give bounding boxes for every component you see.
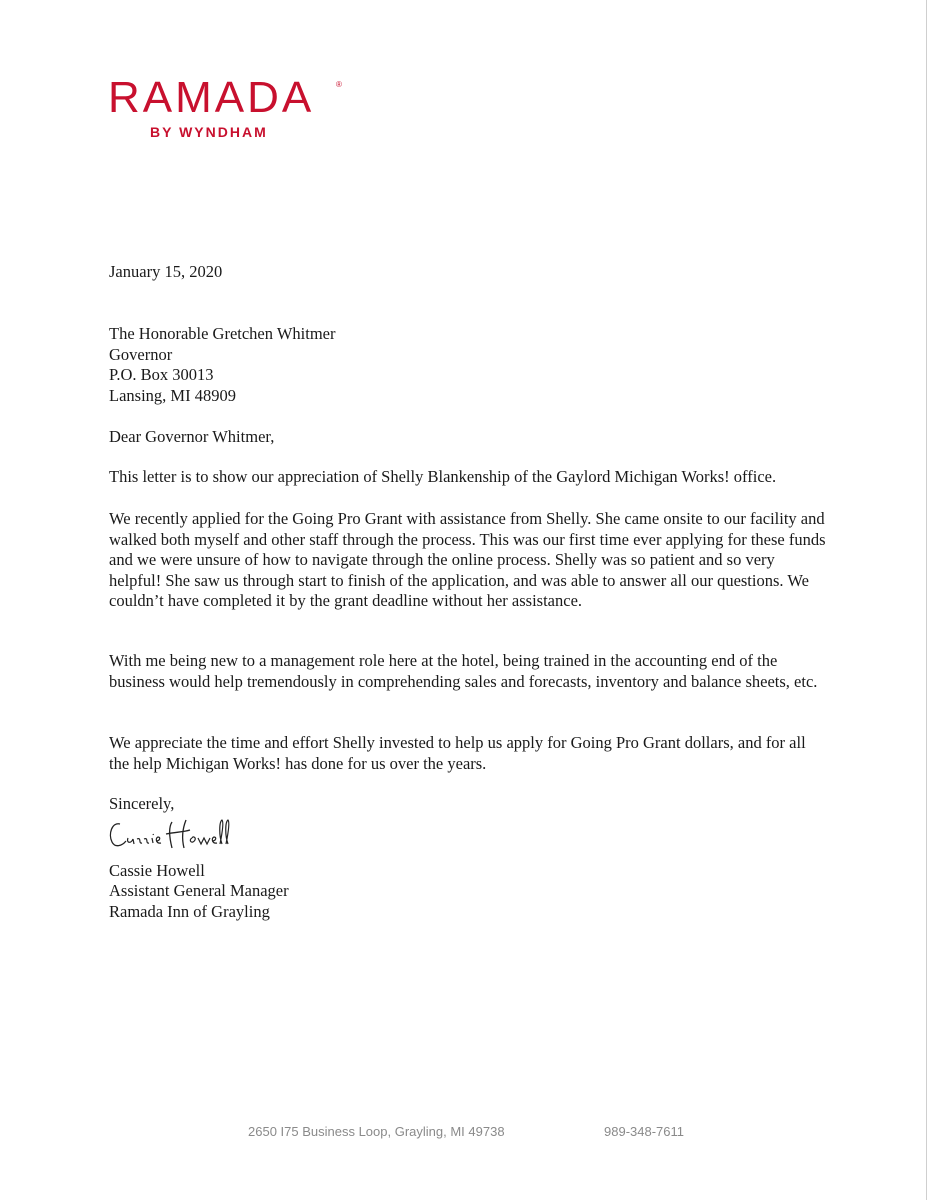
sender-title: Assistant General Manager (109, 881, 289, 900)
body-paragraph-1: This letter is to show our appreciation of Shelly Blankenship of the Gaylord Michigan Works! office. (109, 467, 777, 486)
handwritten-signature (106, 810, 236, 856)
logo-subtitle: BY WYNDHAM (150, 124, 268, 140)
body-paragraph-2: We recently applied for the Going Pro Grant with assistance from Shelly. She came onsite to our facility and walked both myself and other staff through the process. This was our first time ever applying for these funds and we were unsure of how to navigate through the online process. Shelly was so patient and so very helpful! She saw us through start to finish of the application, and was able to answer all our questions. We couldn’t have completed it by the grant deadline without her assistance. (109, 509, 826, 610)
sender-name: Cassie Howell (109, 861, 205, 880)
ramada-logo (108, 74, 348, 144)
footer-phone: 989-348-7611 (604, 1124, 684, 1139)
closing: Sincerely, (109, 794, 175, 813)
footer-address: 2650 I75 Business Loop, Grayling, MI 49738 (248, 1124, 505, 1139)
salutation: Dear Governor Whitmer, (109, 427, 275, 446)
recipient-name: The Honorable Gretchen Whitmer (109, 324, 336, 343)
body-paragraph-3: With me being new to a management role here at the hotel, being trained in the accounting end of the business would help tremendously in comprehending sales and forecasts, inventory and balance sheets, etc. (109, 651, 818, 691)
recipient-title: Governor (109, 345, 173, 364)
logo-registered-mark: ® (336, 80, 342, 89)
logo-brand: RAMADA (108, 73, 315, 122)
recipient-address-line-2: Lansing, MI 48909 (109, 386, 236, 405)
letter-date: January 15, 2020 (109, 262, 223, 281)
body-paragraph-4: We appreciate the time and effort Shelly invested to help us apply for Going Pro Grant dollars, and for all the help Michigan Works! has done for us over the years. (109, 733, 806, 773)
recipient-address-line-1: P.O. Box 30013 (109, 365, 214, 384)
sender-company: Ramada Inn of Grayling (109, 902, 270, 921)
